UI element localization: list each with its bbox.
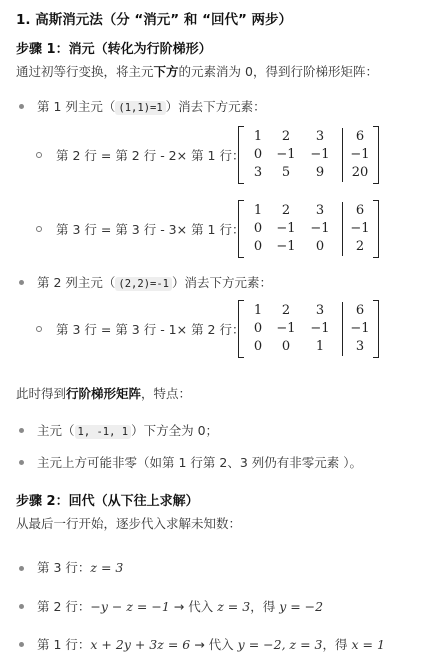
matrix-cell: 0 bbox=[253, 221, 263, 236]
matrix-cell: 0 bbox=[315, 239, 325, 254]
bullet-icon bbox=[19, 604, 24, 609]
matrix-cell: 0 bbox=[253, 239, 263, 254]
matrix-cell: 1 bbox=[253, 203, 263, 218]
matrix-cell: 0 bbox=[253, 321, 263, 336]
op2-text: 第 3 行 = 第 3 行 - 3× 第 1 行： bbox=[56, 222, 245, 237]
op3-text: 第 3 行 = 第 3 行 - 1× 第 2 行： bbox=[56, 322, 245, 337]
matrix-cell: 2 bbox=[355, 239, 365, 254]
bullet-icon bbox=[19, 104, 24, 109]
augment-bar bbox=[342, 128, 343, 182]
matrix-cell: 6 bbox=[355, 203, 365, 218]
matrix-cell: −1 bbox=[276, 239, 296, 254]
feature1-text: 主元（ 1, -1, 1 ）下方全为 0； bbox=[37, 423, 219, 438]
matrix-cell: 1 bbox=[253, 129, 263, 144]
matrix-cell: 20 bbox=[351, 165, 369, 180]
pivot1-text: 第 1 列主元（ (1,1)=1 ）消去下方元素： bbox=[37, 99, 266, 114]
matrix-cell: −1 bbox=[310, 221, 330, 236]
feature2-text: 主元上方可能非零（如第 1 行第 2、3 列仍有非零元素 ）。 bbox=[37, 455, 362, 470]
bullet-icon bbox=[19, 428, 24, 433]
matrix-cell: 6 bbox=[355, 129, 365, 144]
sub-bullet-icon bbox=[36, 226, 42, 232]
matrix-cell: −1 bbox=[350, 221, 370, 236]
matrix-cell: 1 bbox=[315, 339, 325, 354]
matrix-cell: 1 bbox=[253, 303, 263, 318]
matrix-cell: 3 bbox=[355, 339, 365, 354]
matrix-cell: 5 bbox=[281, 165, 291, 180]
bullet-icon bbox=[19, 566, 24, 571]
matrix-cell: 2 bbox=[281, 129, 291, 144]
matrix-cell: −1 bbox=[350, 321, 370, 336]
matrix-cell: 2 bbox=[281, 203, 291, 218]
matrix-2 bbox=[238, 200, 379, 258]
bullet-icon bbox=[19, 280, 24, 285]
matrix-cell: −1 bbox=[350, 147, 370, 162]
backsub-row3: 第 3 行：z = 3 bbox=[37, 560, 124, 575]
matrix-cell: 3 bbox=[315, 203, 325, 218]
step1-heading: 步骤 1：消元（转化为行阶梯形） bbox=[16, 42, 212, 57]
matrix-cell: −1 bbox=[276, 221, 296, 236]
matrix-1 bbox=[238, 126, 379, 184]
op1-text: 第 2 行 = 第 2 行 - 2× 第 1 行： bbox=[56, 148, 245, 163]
step2-intro: 从最后一行开始，逐步代入求解未知数： bbox=[16, 516, 242, 531]
backsub-row2: 第 2 行：−y − z = −1 → 代入 z = 3，得 y = −2 bbox=[37, 599, 324, 614]
step2-heading: 步骤 2：回代（从下往上求解） bbox=[16, 494, 199, 509]
matrix-cell: 2 bbox=[281, 303, 291, 318]
pivot2-text: 第 2 列主元（ (2,2)=-1 ）消去下方元素： bbox=[37, 275, 272, 290]
section-title: 1. 高斯消元法（分 “消元” 和 “回代” 两步） bbox=[16, 12, 293, 28]
matrix-cell: −1 bbox=[276, 147, 296, 162]
matrix-cell: 3 bbox=[253, 165, 263, 180]
sub-bullet-icon bbox=[36, 326, 42, 332]
step1-intro: 通过初等行变换，将主元下方的元素消为 0，得到行阶梯形矩阵： bbox=[16, 64, 378, 79]
matrix-cell: 0 bbox=[253, 339, 263, 354]
matrix-3 bbox=[238, 300, 379, 358]
matrix-cell: −1 bbox=[310, 147, 330, 162]
matrix-cell: −1 bbox=[276, 321, 296, 336]
matrix-cell: 0 bbox=[253, 147, 263, 162]
matrix-cell: 6 bbox=[355, 303, 365, 318]
augment-bar bbox=[342, 302, 343, 356]
bullet-icon bbox=[19, 642, 24, 647]
matrix-cell: 0 bbox=[281, 339, 291, 354]
matrix-cell: 3 bbox=[315, 303, 325, 318]
sub-bullet-icon bbox=[36, 152, 42, 158]
matrix-cell: −1 bbox=[310, 321, 330, 336]
result-text: 此时得到行阶梯形矩阵，特点： bbox=[16, 386, 192, 401]
bullet-icon bbox=[19, 460, 24, 465]
matrix-cell: 9 bbox=[315, 165, 325, 180]
backsub-row1: 第 1 行：x + 2y + 3z = 6 → 代入 y = −2, z = 3，得 x = 1 bbox=[37, 637, 385, 652]
augment-bar bbox=[342, 202, 343, 256]
matrix-cell: 3 bbox=[315, 129, 325, 144]
